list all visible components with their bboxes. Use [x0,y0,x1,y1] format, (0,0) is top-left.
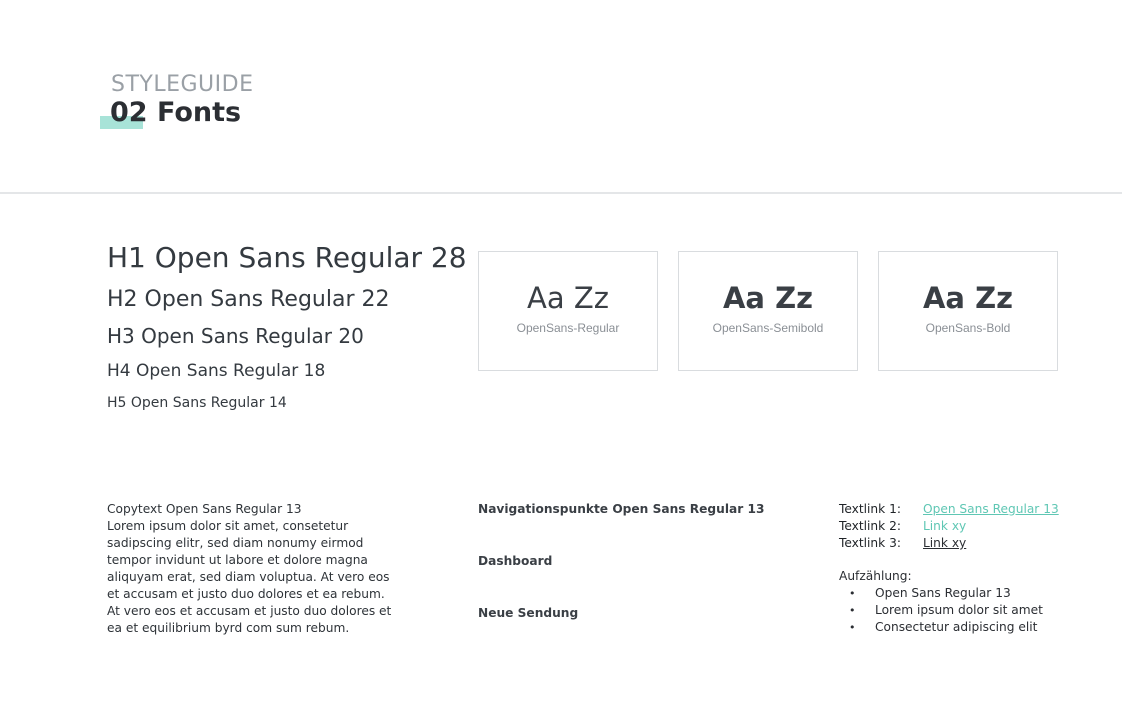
heading-sample-h2: H2 Open Sans Regular 22 [107,287,390,312]
nav-item-dashboard[interactable]: Dashboard [478,554,553,568]
list-item [839,602,1099,619]
textlink-3[interactable]: Link xy [923,536,967,550]
font-sample: Aa Zz [922,281,1014,315]
font-sample: Aa Zz [722,281,814,315]
heading-sample-h4: H4 Open Sans Regular 18 [107,361,326,381]
list-item-text: Open Sans Regular 13 [875,586,1011,600]
nav-item-neue-sendung[interactable]: Neue Sendung [478,606,579,620]
copytext-line: tempor invidunt ut labore et dolore magna [107,553,368,567]
list-item-text: Consectetur adipiscing elit [875,620,1038,634]
heading-sample-h3: H3 Open Sans Regular 20 [107,324,364,348]
font-weight-card-semibold [678,251,858,371]
page-title: 02 Fonts [110,97,242,128]
textlink-key: Textlink 3: [839,536,901,550]
heading-sample-h1: H1 Open Sans Regular 28 [107,241,467,274]
textlink-key: Textlink 1: [839,502,901,516]
bullet-icon: • [849,604,856,617]
font-weight-label: OpenSans-Regular [516,321,620,335]
copytext-line: Lorem ipsum dolor sit amet, consetetur [107,519,349,533]
list-item-text: Lorem ipsum dolor sit amet [875,603,1043,617]
list-item [839,619,1099,636]
copytext-line: At vero eos et accusam et justo duo dolores et [107,604,392,618]
heading-sample-h5: H5 Open Sans Regular 14 [107,395,287,411]
textlink-row [839,518,1099,535]
copytext-line: aliquyam erat, sed diam voluptua. At vero eos [107,570,390,584]
styleguide-eyebrow: STYLEGUIDE [111,72,254,97]
header-divider [0,192,1122,194]
font-weight-label: OpenSans-Semibold [712,321,824,335]
textlink-row [839,535,1099,552]
font-weight-label: OpenSans-Bold [925,321,1011,335]
textlink-sample [839,501,1099,636]
navigation-label: Navigationspunkte Open Sans Regular 13 [478,502,765,516]
font-sample: Aa Zz [527,281,609,315]
textlink-2[interactable]: Link xy [923,519,967,533]
font-weight-card-regular [478,251,658,371]
copytext-title: Copytext Open Sans Regular 13 [107,502,302,516]
copytext-line: ea et equilibrium byrd com sum rebum. [107,621,350,635]
textlink-1[interactable]: Open Sans Regular 13 [923,502,1059,516]
copytext-line: sadipscing elitr, sed diam nonumy eirmod [107,536,364,550]
textlink-key: Textlink 2: [839,519,901,533]
bullet-list [839,585,1099,636]
navigation-sample [478,501,778,622]
list-item [839,585,1099,602]
textlink-row [839,501,1099,518]
bullet-list-title: Aufzählung: [839,569,912,583]
font-weight-card-bold [878,251,1058,371]
copytext-line: et accusam et justo duo dolores et ea rebum. [107,587,385,601]
copytext-sample [107,501,407,637]
bullet-icon: • [849,587,856,600]
bullet-icon: • [849,621,856,634]
